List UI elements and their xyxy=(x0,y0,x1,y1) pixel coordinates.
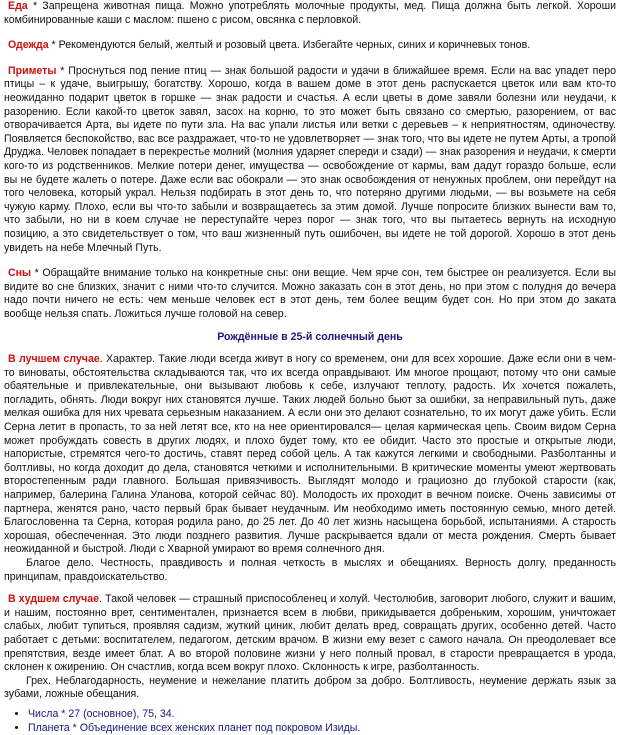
best-case-text: . Характер. Такие люди всегда живут в ногу со временем, они для всех хорошие. Даже если они в чем-то виноваты, обстоятельства складываются так, что их всегда оправдывают. Им многое прощают, потому что они самые обаятельные и привлекательные, они вызывают любовь к себе, излучают теплоту, радость. Их хочется пожалеть, погладить, обнять. Люди вокруг них становятся лучше. Таких людей больно бьют за ошибки, за неправильный путь, даже мелкая ошибка для них чревата серьезным наказанием. А если они это делают сознательно, то их могут даже убить. Если Серна летит в пропасть, то за ней летят все, кто на нее ориентировался— целая кармическая цепь. Своим видом Серна может пробуждать совесть в других людях, и плохо будет тому, кто ее обидит. Часто это простые и открытые люди, напористые, стремятся чего-то достичь, ставят перед собой цель. А так кажутся легкими и свободными. Разболтанны и болтливы, но когда доходит до дела, становятся четкими и исполнительными. В критические моменты умеют жертвовать второстепенным ради главного. Большая привязчивость. Выглядят молодо и грациозно до глубокой старости (как, например, балерина Галина Уланова, которой сейчас 80). Молодость их проходит в вечном поиске. Очень зависимы от партнера, женятся рано, часто первый брак бывает неудачным. Им необходимо иметь постоянную семью, много детей. Благословенна та Серна, которая родила рано, до 25 лет. До 40 лет жизнь насыщена борьбой, испытаниями. А старость хорошая, обеспеченная. Это люди позднего развития. Лучше раскрывается вдали от места рождения. Смерть бывает неожиданной и быстрой. Люди с Хварной умирают во время солнечного дня. xyxy=(4,353,616,555)
fact-label: Числа xyxy=(28,708,58,720)
worst-case-text: . Такой человек — страшный приспособленец и холуй. Честолюбив, заговорит любого, служит и вашим, и нашим, постоянно врет, сентиментален, признается всем в любви, прикидывается добреньким, хорошим, уничтожает слабых, любит тупиться, проявляя садизм, жуткий циник, любит делать вред, совращать других, особенно детей. Часто работает с детьми: воспитателем, педагогом, детским врачом. В жизни ему везет с самого начала. Он преодолевает все препятствия, везде имеет блат. А во второй половине жизни у него полный провал, в старости превращается в урода, склонен к ожирению. Он счастлив, когда всем вокруг плохо. Склонность к игре, разболтанность. xyxy=(4,593,616,673)
dreams-paragraph xyxy=(4,267,616,321)
omens-label: Приметы xyxy=(8,65,56,77)
omens-text: * Проснуться под пение птиц — знак большой радости и удачи в ближайшее время. Если на вас упадет перо птицы – к удаче, выигрышу, богатству. Хорошо, когда в вашем доме в этот день распускается цветок или вам кто-то неожиданно подарит цветок в горшке — знак радости и счастья. А если цветы в доме завяли болезни или неудачи, к разорению. Если какой-то цветок завял, засох на корню, то это может быть связано со смертью, разорением, от вас отворачивается Арта, вы идете по пути зла. На вас упали листья или ветки с деревьев – к неприятностям, одиночеству. Появляется беспокойство, вас все раздражает, что-то не удовлетворяет — знак того, что вы идете не путем Арты, а тропой Друджа. Человек попадает в перекрестье молний (молния ударяет спереди и сзади) — знак разорения и неудачи, к смерти кого-то из родственников. Мелкие потери денег, имущества — освобождение от кармы, вам дадут гораздо больше, если вы не будете жалеть о потере. Даже если вас обокрали — это знак освобождения от ненужных проблем, они перейдут на того человека, который украл. Нельзя подбирать в этот день то, что потеряно другими людьми, — вы возьмете на себя чужую карму. Плохо, если вы что-то забыли и возвращаетесь за этим домой. Лучше попросите близких вынести вам то, что забыли, но ни в коем случае не переступайте через порог — знак того, что вы пытаетесь вернуть на исходную позицию, а это свидетельствует о том, что ваш жизненный путь ошибочен, вы идете не той дорогой. Хорошо в этот день увидеть на небе Млечный Путь. xyxy=(4,65,616,254)
best-case-paragraph xyxy=(4,353,616,557)
clothing-paragraph xyxy=(4,39,616,53)
food-paragraph xyxy=(4,0,616,27)
best-case-virtue: Благое дело. Честность, правдивость и полная четкость в мыслях и обещаниях. Верность долгу, преданность принципам, правдоискательство. xyxy=(4,557,616,584)
worst-case-sin: Грех. Неблагодарность, неумение и нежелание платить добром за добро. Болтливость, неумение держать язык за зубами, ложные обещания. xyxy=(4,675,616,702)
best-case-label: В лучшем случае xyxy=(8,353,100,365)
fact-label: Планета xyxy=(28,722,70,734)
clothing-label: Одежда xyxy=(8,39,49,51)
worst-case-label: В худшем случае xyxy=(8,593,99,605)
omens-paragraph xyxy=(4,65,616,255)
facts-list xyxy=(4,708,616,735)
fact-text: * Объединение всех женских планет под покровом Изиды. xyxy=(70,722,361,734)
fact-text: * 27 (основное), 75, 34. xyxy=(58,708,174,720)
food-label: Еда xyxy=(8,0,28,12)
list-item xyxy=(28,708,616,722)
dreams-text: * Обращайте внимание только на конкретные сны: они вещие. Чем ярче сон, тем быстрее он реализуется. Если вы видите во сне близких, значит с ними что-то случится. Можно заказать сон в этот день, но при этом с полудня до вечера надо почти ничего не есть: чем меньше человек ест в этот день, тем более вещим будет сон. Но при этом до заката вообще нельзя спать. Ложиться лучше головой на север. xyxy=(4,267,616,320)
food-text: * Запрещена животная пища. Можно употреблять молочные продукты, мед. Пища должна быть легкой. Хороши комбинированные каши с маслом: пшено с рисом, овсянка с перловкой. xyxy=(4,0,616,26)
list-item xyxy=(28,722,616,735)
worst-case-paragraph xyxy=(4,593,616,675)
section-title: Рождённые в 25-й солнечный день xyxy=(4,331,616,345)
clothing-text: * Рекомендуются белый, желтый и розовый цвета. Избегайте черных, синих и коричневых тонов. xyxy=(49,39,531,51)
dreams-label: Сны xyxy=(8,267,31,279)
